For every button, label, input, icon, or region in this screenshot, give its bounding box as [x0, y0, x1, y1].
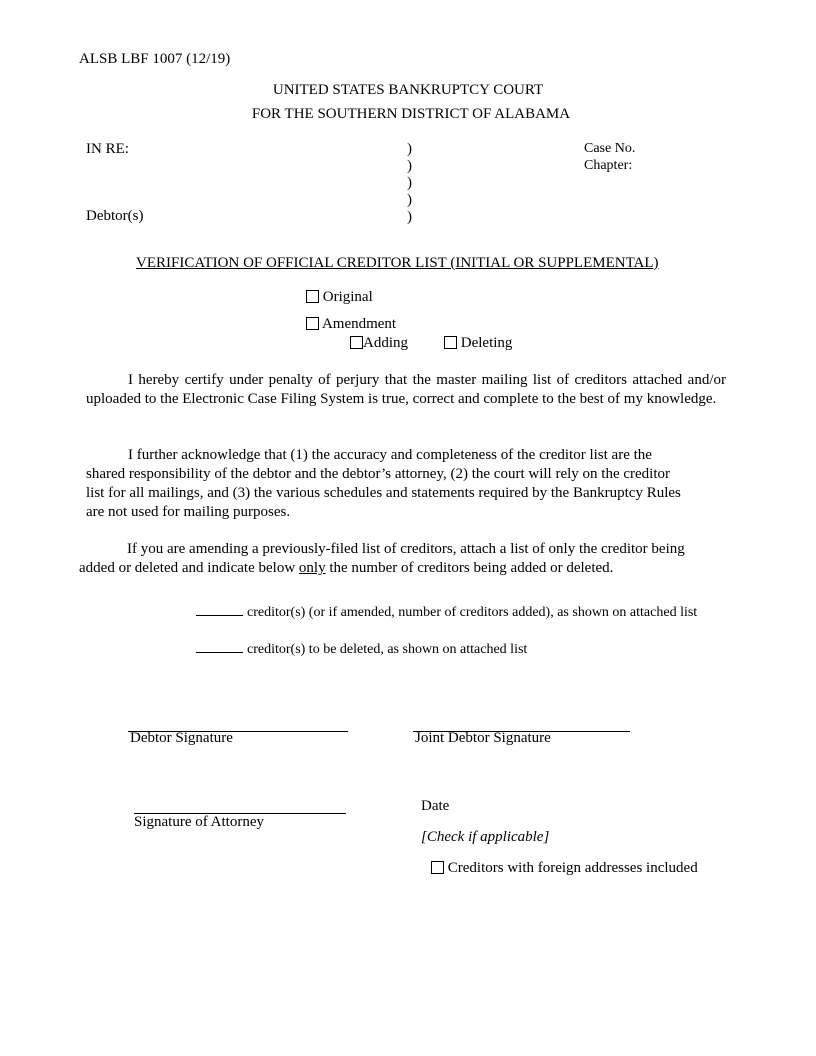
- paragraph-text: the number of creditors being added or deleted.: [325, 560, 614, 576]
- date-label: Date: [421, 798, 450, 814]
- attorney-signature-label: Signature of Attorney: [134, 814, 264, 830]
- paragraph-text: added or deleted and indicate below: [79, 560, 299, 576]
- chapter-label: Chapter:: [584, 158, 633, 173]
- debtor-signature-label: Debtor Signature: [130, 730, 233, 746]
- added-count-label: creditor(s) (or if amended, number of creditors added), as shown on attached list: [247, 605, 698, 620]
- emphasis-only: only: [298, 560, 326, 576]
- caption-paren: ): [407, 175, 412, 191]
- deleting-checkbox[interactable]: [444, 336, 457, 349]
- adding-checkbox[interactable]: [350, 336, 363, 349]
- caption-paren: ): [407, 209, 412, 225]
- amendment-checkbox[interactable]: [306, 317, 319, 330]
- foreign-addresses-label: Creditors with foreign addresses included: [447, 860, 698, 876]
- paragraph-line: list for all mailings, and (3) the various schedules and statements required by the Bankruptcy Rules: [86, 485, 681, 501]
- original-label: Original: [322, 289, 373, 305]
- added-count-blank[interactable]: [196, 604, 243, 616]
- paragraph-line: shared responsibility of the debtor and the debtor’s attorney, (2) the court will rely on the creditor: [86, 466, 670, 482]
- paragraph-line: are not used for mailing purposes.: [86, 504, 291, 520]
- paragraph-line: I further acknowledge that (1) the accuracy and completeness of the creditor list are the: [128, 447, 652, 463]
- form-id: ALSB LBF 1007 (12/19): [79, 51, 231, 67]
- option-adding: [350, 336, 408, 351]
- option-deleting: [444, 336, 512, 351]
- deleted-count-label: creditor(s) to be deleted, as shown on attached list: [247, 642, 528, 657]
- amendment-label: Amendment: [321, 316, 397, 332]
- caption-paren: ): [407, 141, 412, 157]
- case-number-label: Case No.: [584, 141, 636, 156]
- deleted-count-line: [196, 641, 527, 657]
- debtors-label: Debtor(s): [86, 208, 144, 224]
- paragraph-line: [79, 561, 613, 576]
- adding-label: Adding: [363, 335, 408, 351]
- added-count-line: [196, 604, 697, 620]
- paragraph-line: If you are amending a previously-filed list of creditors, attach a list of only the creditor being: [127, 541, 685, 557]
- court-name: UNITED STATES BANKRUPTCY COURT: [272, 82, 544, 98]
- joint-debtor-signature-label: Joint Debtor Signature: [415, 730, 551, 746]
- foreign-addresses-option: [431, 861, 698, 876]
- foreign-addresses-checkbox[interactable]: [431, 861, 444, 874]
- form-title: VERIFICATION OF OFFICIAL CREDITOR LIST (INITIAL OR SUPPLEMENTAL): [136, 255, 659, 271]
- option-original: [306, 290, 373, 305]
- check-if-applicable: [Check if applicable]: [421, 829, 550, 845]
- option-amendment: [306, 317, 396, 332]
- deleting-label: Deleting: [460, 335, 513, 351]
- in-re-label: IN RE:: [86, 141, 129, 157]
- caption-paren: ): [407, 158, 412, 174]
- original-checkbox[interactable]: [306, 290, 319, 303]
- court-district: FOR THE SOUTHERN DISTRICT OF ALABAMA: [251, 106, 571, 122]
- caption-paren: ): [407, 192, 412, 208]
- certification-paragraph: I hereby certify under penalty of perjury that the master mailing list of creditors attached and/or uploaded to the Electronic Case Filing System is true, correct and complete to the best of my knowledge.: [86, 372, 726, 407]
- deleted-count-blank[interactable]: [196, 641, 243, 653]
